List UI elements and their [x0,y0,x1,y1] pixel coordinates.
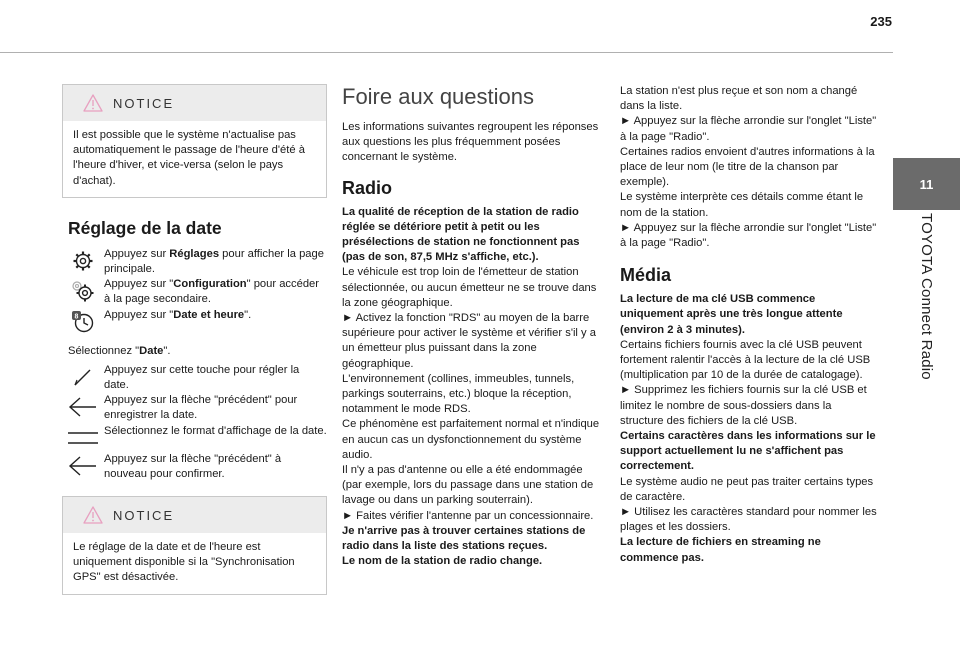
answer-text: Le système audio ne peut pas traiter certains types de caractère. [620,475,874,503]
notice-text: Le réglage de la date et de l'heure est uniquement disponible si la "Synchronisation GPS" est désactivée. [73,541,295,584]
notice-title: NOTICE [113,95,175,111]
notice-box-gps [62,496,327,595]
gear-icon [62,247,104,275]
answer-text: La station n'est plus reçue et son nom a changé dans la liste. [620,85,858,113]
faq-intro: Les informations suivantes regroupent les réponses aux questions les plus fréquemment posées concernant le système. [342,121,599,164]
faq-title: Foire aux questions [342,84,534,109]
format-bar-icon [62,424,104,452]
warning-triangle-icon [83,506,103,524]
step-format [62,424,327,452]
warning-triangle-icon [83,94,103,112]
step-text: Appuyez sur cette touche pour régler la date. [104,363,300,392]
step-back-save [62,393,327,423]
step-text: Appuyez sur la flèche "précédent" pour enregistrer la date. [104,394,298,422]
radio-title: Radio [342,177,393,198]
answer-text: Le système interprète ces détails comme étant le nom de la station. [620,191,864,219]
question-usb-slow: La lecture de ma clé USB commence uniquement après une très longue attente (environ 2 à 3 minutes). [620,293,843,336]
step-date-time [62,308,327,336]
step-text: Appuyez sur "Date et heure". [104,308,252,321]
question-missing-stations: Je n'arrive pas à trouver certaines stations de radio dans la liste des stations reçues. [342,524,586,553]
answer-text: Il n'y a pas d'antenne ou elle a été endommagée (par exemple, lors du passage dans une station de lavage ou dans un parking souterrain). [342,464,594,507]
question-station-name: Le nom de la station de radio change. [342,555,543,568]
step-text: Appuyez sur la flèche "précédent" à nouveau pour confirmer. [104,452,282,480]
answer-text: Certaines radios envoient d'autres informations à la place de leur nom (le titre de la chanson par exemple). [620,145,875,189]
answer-step: ► Activez la fonction "RDS" au moyen de la barre supérieure pour activer le système et vérifier s'il y a un émetteur plus puissant dans la zone géographique. [342,312,596,370]
step-text: Appuyez sur "Configuration" pour accéder à la page secondaire. [104,278,319,306]
step-text: Sélectionnez le format d'affichage de la date. [104,424,327,437]
column-middle [342,84,604,569]
back-arrow-icon [62,393,104,421]
step-configuration [62,277,327,307]
notice-text: Il est possible que le système n'actualise pas automatiquement le passage de l'heure d'été à l'heure d'hiver, et vice-versa (selon le pays d'achat). [73,129,305,187]
question-radio-quality: La qualité de réception de la station de radio réglée se détériore petit à petit ou les présélections de station ne fonctionnent pas (pas de son, 87,5 MHz s'affiche, etc.). [342,205,580,264]
media-title: Média [620,265,672,286]
answer-text: Ce phénomène est parfaitement normal et n'indique en aucun cas un dysfonctionnement du système audio. [342,418,600,461]
answer-step: ► Supprimez les fichiers fournis sur la clé USB et limitez le nombre de sous-dossiers dans la structure des fichiers de la clé USB. [620,384,867,427]
column-right [620,84,877,566]
answer-step: ► Appuyez sur la flèche arrondie sur l'onglet "Liste" à la page "Radio". [620,221,877,250]
question-characters: Certains caractères dans les informations sur le support actuellement lu ne s'affichent pas correctement. [620,430,876,473]
step-text: Appuyez sur Réglages pour afficher la page principale. [104,247,324,276]
answer-step: ► Utilisez les caractères standard pour nommer les plages et les dossiers. [620,506,877,534]
section-title-date: Réglage de la date [68,217,222,238]
notice-header [63,85,326,121]
answer-step: ► Appuyez sur la flèche arrondie sur l'onglet "Liste" à la page "Radio". [620,115,877,143]
notice-header [63,497,326,533]
svg-text:8: 8 [74,313,79,321]
step-back-confirm [62,452,327,482]
select-date-line: Sélectionnez "Date". [68,344,171,357]
notice-title: NOTICE [113,507,175,523]
answer-text: L'environnement (collines, immeubles, tunnels, parkings souterrains, etc.) bloque la réception, notamment le mode RDS. [342,372,575,416]
answer-text: Certains fichiers fournis avec la clé USB peuvent fortement ralentir l'accès à la lecture de la clé USB (multiplication par 10 de la durée de catalogage). [620,338,871,382]
pencil-icon [62,363,104,391]
step-settings [62,247,327,277]
chapter-label: TOYOTA Connect Radio [918,212,935,380]
answer-text: Le véhicule est trop loin de l'émetteur de station sélectionnée, ou aucun émetteur ne se trouve dans la zone géographique. [342,266,597,309]
column-left [62,84,327,595]
question-streaming: La lecture de fichiers en streaming ne commence pas. [620,536,821,564]
chapter-number: 11 [893,158,960,210]
page-number: 235 [870,14,892,29]
notice-box-time [62,84,327,198]
answer-step: ► Faites vérifier l'antenne par un concessionnaire. [342,509,594,522]
header-rule [0,52,893,53]
back-arrow-icon [62,452,104,480]
double-gear-icon [62,277,104,305]
chapter-side-tab [893,0,960,649]
step-set-date [62,363,327,393]
clock-icon [62,308,104,336]
